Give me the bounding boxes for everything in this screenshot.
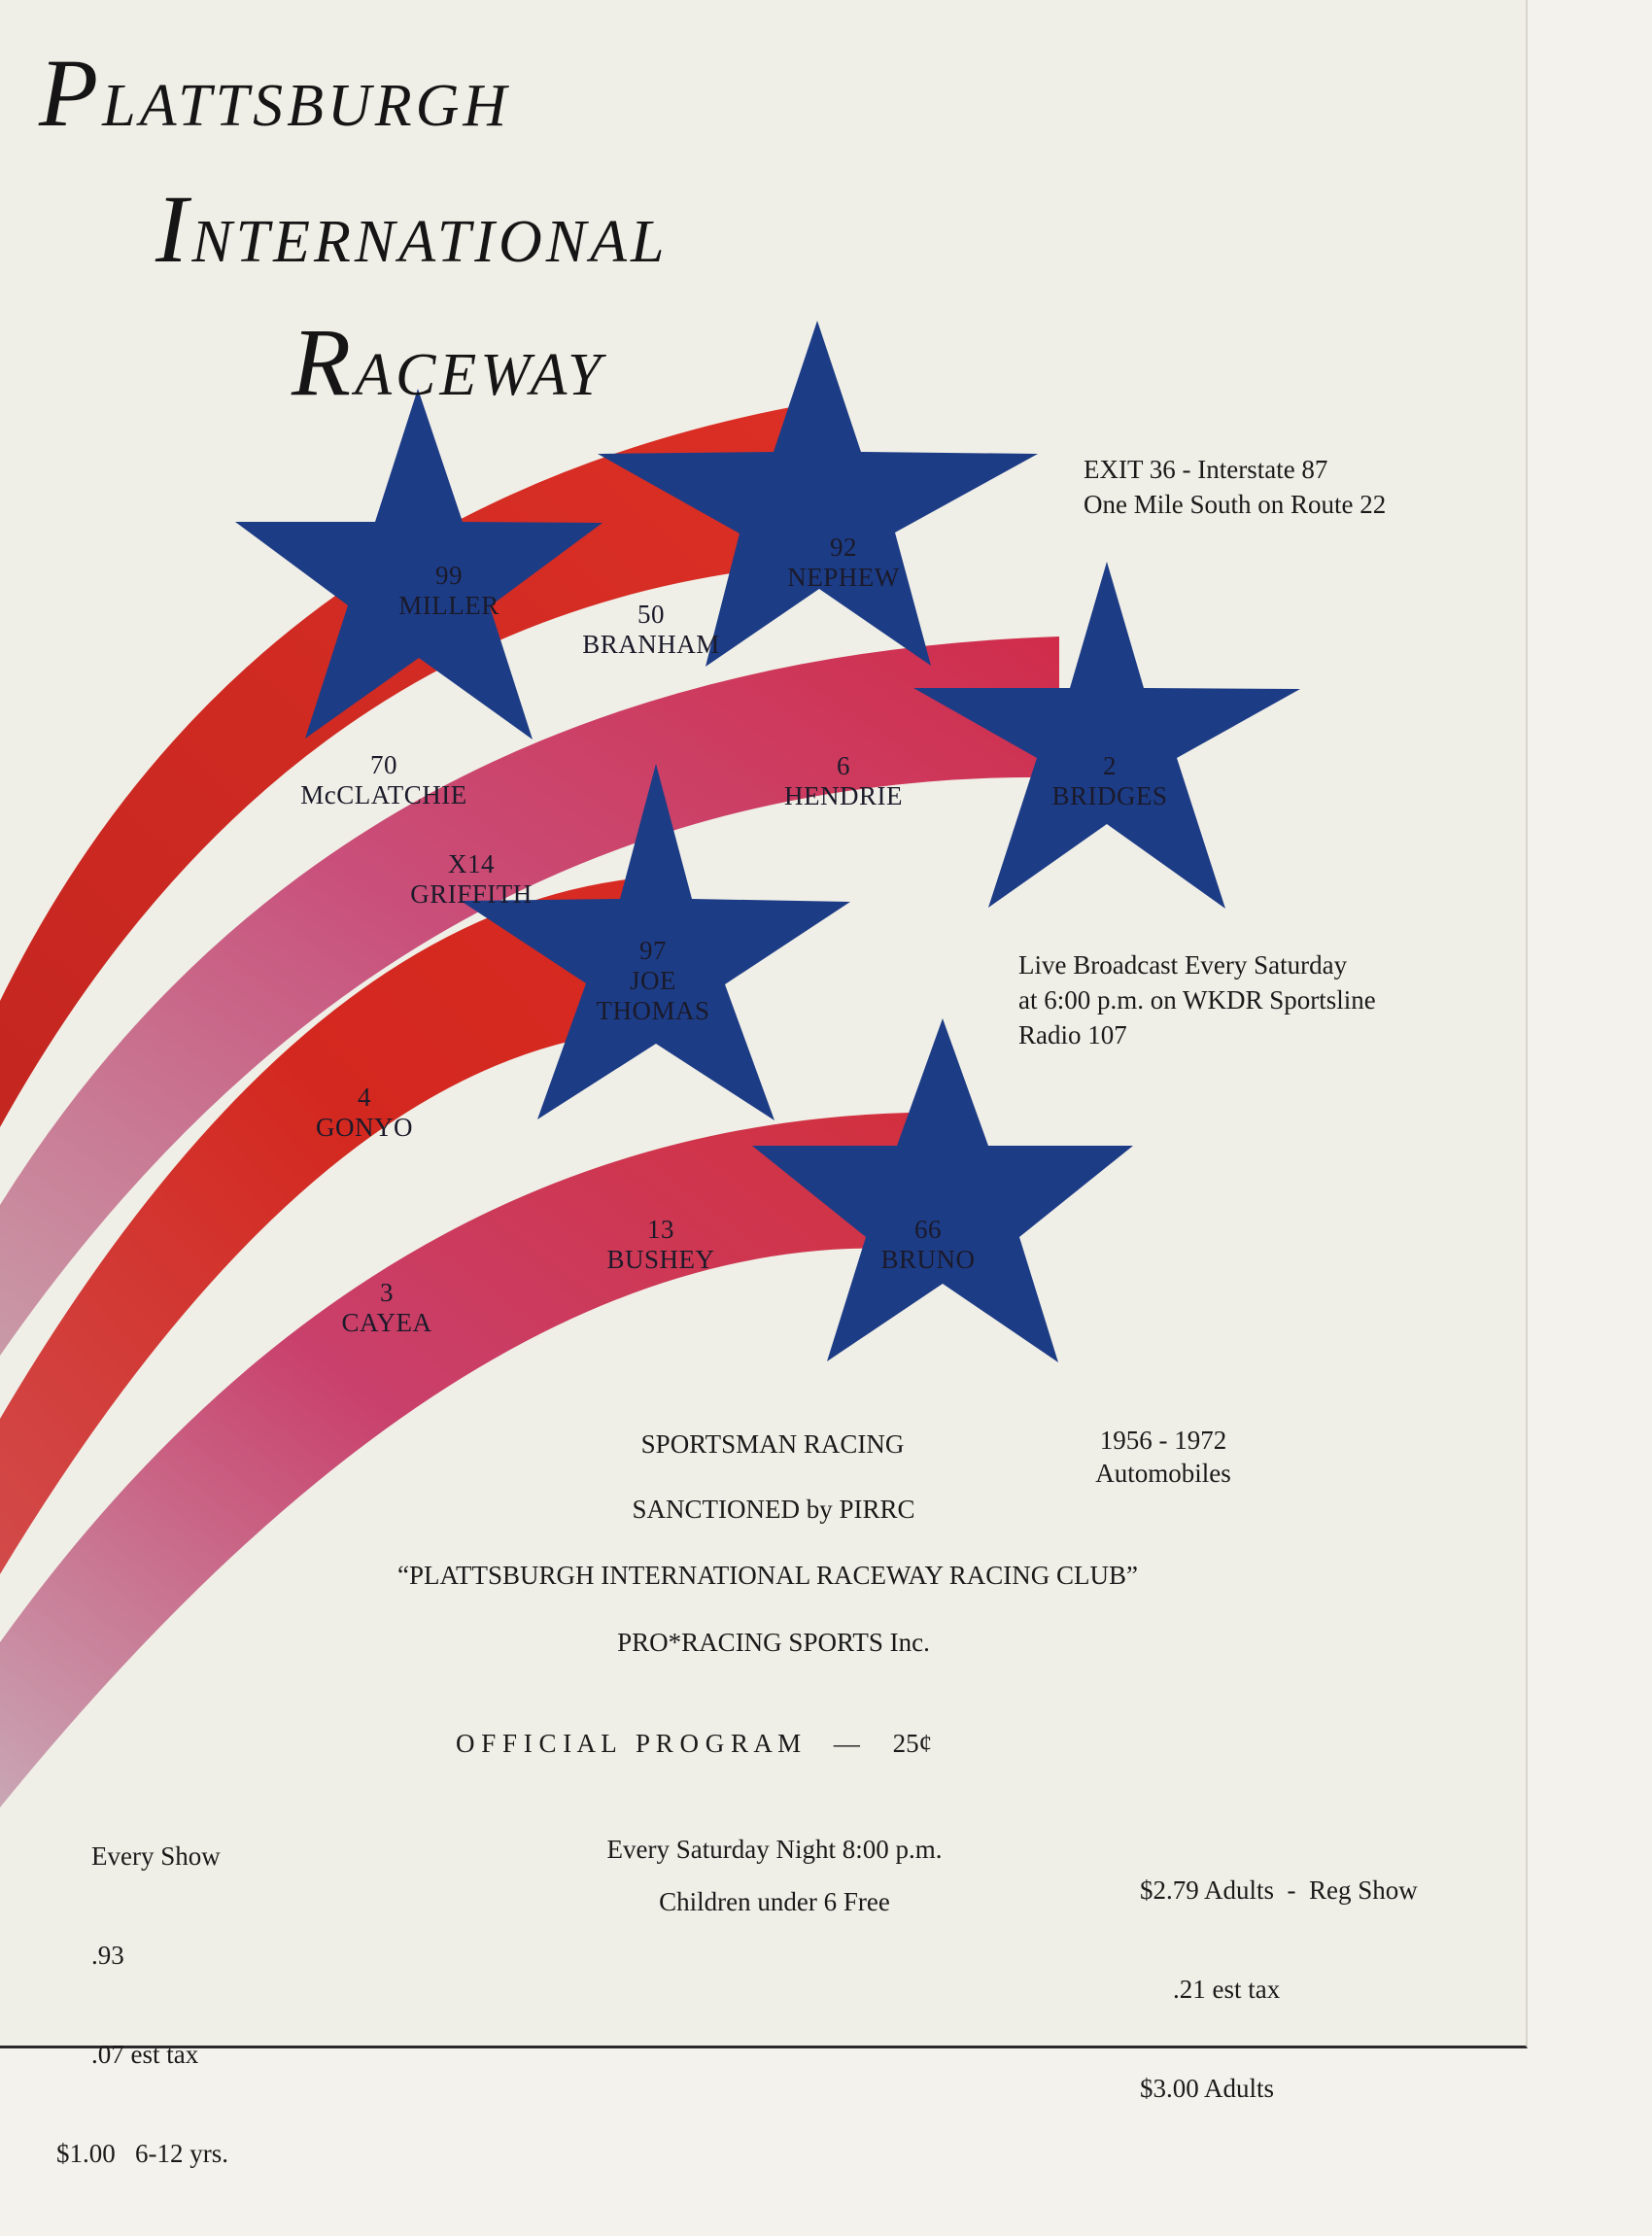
driver-cayea: 3 CAYEA: [341, 1278, 432, 1337]
driver-griffith: X14 GRIFFITH: [410, 849, 533, 909]
location-directions: [1084, 452, 1386, 522]
star-bruno: [752, 1018, 1133, 1362]
title-international: [155, 173, 668, 285]
driver-gonyo: 4 GONYO: [316, 1083, 413, 1142]
broadcast-line-1: Live Broadcast Every Saturday: [1018, 950, 1348, 980]
show-time: Every Saturday Night 8:00 p.m.: [606, 1835, 943, 1864]
driver-bushey: 13 BUSHEY: [606, 1215, 715, 1274]
pricing-left-line-4: $1.00 6-12 yrs.: [56, 2139, 228, 2168]
title-line-1: PLATTSBURGH: [39, 39, 511, 147]
pricing-left: [56, 1773, 228, 2236]
driver-joe-thomas: 97 JOE THOMAS: [596, 936, 710, 1025]
location-line-1: EXIT 36 - Interstate 87: [1084, 455, 1328, 484]
location-line-2: One Mile South on Route 22: [1084, 490, 1387, 519]
pricing-right: [1140, 1807, 1418, 2171]
driver-branham: 50 BRANHAM: [582, 600, 720, 659]
event-years: 1956 - 1972: [1099, 1426, 1227, 1455]
broadcast-line-2: at 6:00 p.m. on WKDR Sportsline: [1018, 985, 1376, 1015]
children-free: Children under 6 Free: [659, 1887, 890, 1916]
program-price: 25¢: [892, 1729, 933, 1758]
broadcast-info: [1018, 947, 1376, 1052]
event-cars: Automobiles: [1095, 1459, 1231, 1488]
company-name: PRO*RACING SPORTS Inc.: [617, 1628, 930, 1657]
pricing-left-line-3: .07 est tax: [91, 2040, 199, 2069]
event-class: SPORTSMAN RACING: [640, 1429, 905, 1459]
event-years-block: [1095, 1424, 1231, 1490]
broadcast-line-3: Radio 107: [1018, 1020, 1127, 1049]
title-plattsburgh: [39, 37, 510, 149]
official-program: [430, 1691, 932, 1796]
driver-nephew: 92 NEPHEW: [787, 533, 900, 592]
driver-bridges: 2 BRIDGES: [1051, 751, 1168, 810]
pricing-center: [607, 1823, 943, 1928]
driver-miller: 99 MILLER: [398, 561, 499, 620]
pricing-left-line-2: .93: [91, 1941, 124, 1970]
program-label: O F F I C I A L P R O G R A M: [456, 1729, 802, 1758]
program-dash: —: [833, 1729, 860, 1758]
title-line-3: RACEWAY: [292, 308, 605, 416]
sanctioned-by: SANCTIONED by PIRRC: [632, 1495, 915, 1524]
title-raceway: [292, 306, 604, 418]
driver-mcclatchie: 70 McCLATCHIE: [300, 750, 467, 809]
title-line-2: INTERNATIONAL: [155, 175, 669, 283]
pricing-right-line-3: $3.00 Adults: [1140, 2074, 1275, 2103]
driver-hendrie: 6 HENDRIE: [784, 751, 903, 810]
driver-bruno: 66 BRUNO: [880, 1215, 976, 1274]
racing-club: “PLATTSBURGH INTERNATIONAL RACEWAY RACING CLUB”: [397, 1561, 1138, 1590]
pricing-right-line-2: .21 est tax: [1173, 1975, 1281, 2004]
pricing-right-line-1: $2.79 Adults - Reg Show: [1140, 1875, 1418, 1905]
pricing-left-line-1: Every Show: [91, 1841, 221, 1871]
